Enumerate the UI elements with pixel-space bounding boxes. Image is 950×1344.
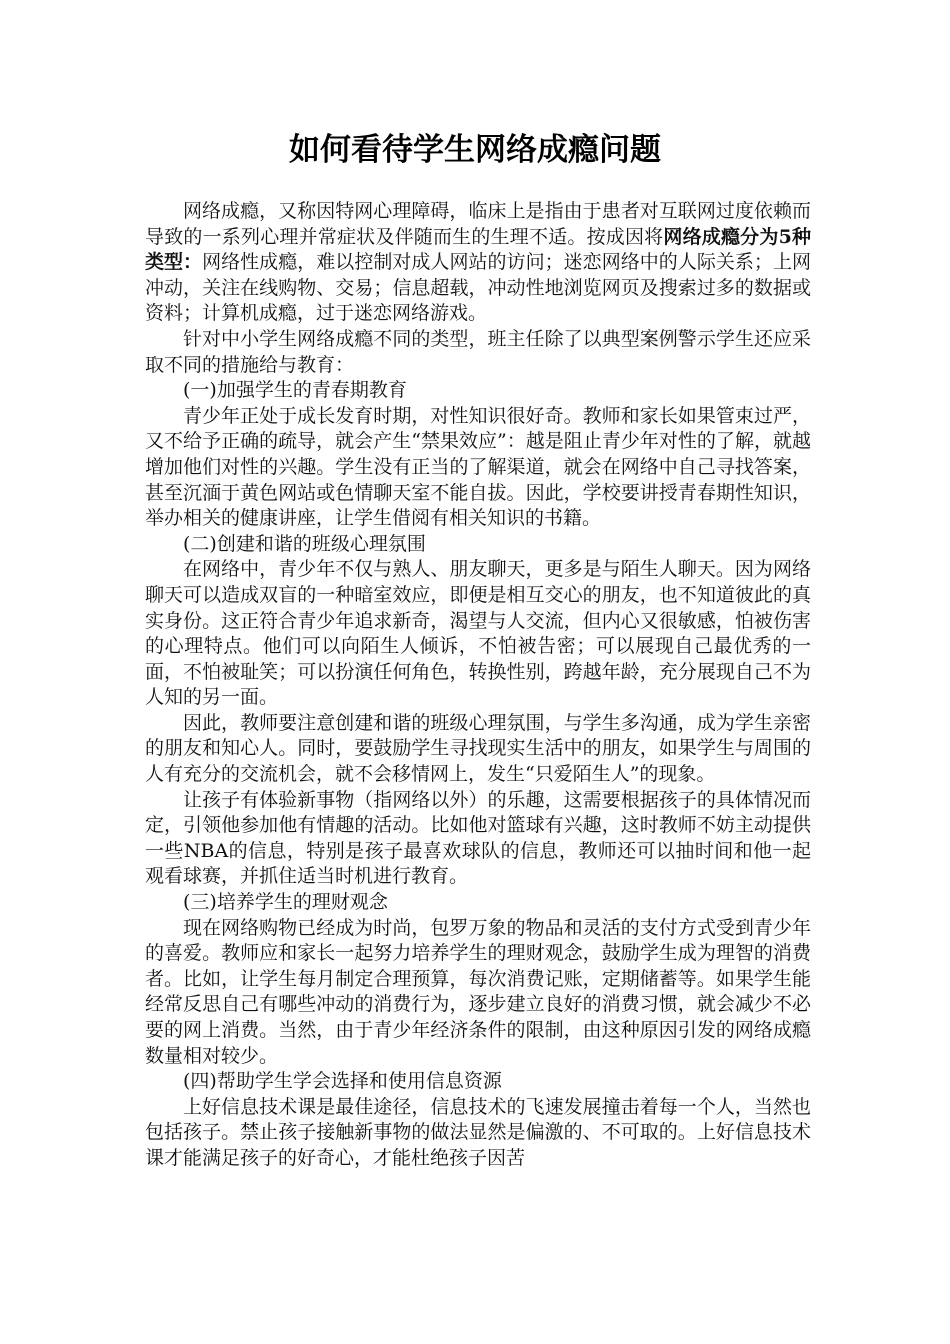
paragraph-intro [145, 199, 811, 327]
intro-text-end: 网络性成瘾，难以控制对成人网站的访问；迷恋网络中的人际关系；上网冲动，关注在线购物、交易；信息超载，冲动性地浏览网页及搜索过多的数据或资料；计算机成瘾，过于迷恋网络游戏。 [145, 251, 811, 325]
section-heading-1: (一)加强学生的青春期教育 [183, 379, 407, 402]
section-heading-2: (二)创建和谐的班级心理氛围 [183, 532, 426, 555]
intro-bold-text: 网络成瘾分为5种类型： [145, 225, 811, 274]
document-title: 如何看待学生网络成瘾问题 [289, 132, 661, 168]
intro-text-start: 网络成瘾，又称因特网心理障碍，临床上是指由于患者对互联网过度依赖而导致的一系列心理并常症状及伴随而生的生理不适。按成因将 [145, 200, 811, 248]
paragraph-class-climate: 因此，教师要注意创建和谐的班级心理氛围，与学生多沟通，成为学生亲密的朋友和知心人。同时，要鼓励学生寻找现实生活中的朋友，如果学生与周围的人有充分的交流机会，就不会移情网上，发生“只爱陌生人”的现象。 [145, 711, 811, 786]
paragraph-measures-intro: 针对中小学生网络成瘾不同的类型，班主任除了以典型案例警示学生还应采取不同的措施给与教育： [145, 327, 811, 376]
document-body [145, 199, 811, 1172]
section-heading-4: (四)帮助学生学会选择和使用信息资源 [183, 1070, 502, 1093]
paragraph-new-experiences: 让孩子有体验新事物（指网络以外）的乐趣，这需要根据孩子的具体情况而定，引领他参加他有情趣的活动。比如他对篮球有兴趣，这时教师不妨主动提供一些NBA的信息，特别是孩子最喜欢球队的信息，教师还可以抽时间和他一起观看球赛，并抓住适当时机进行教育。 [145, 788, 811, 888]
paragraph-puberty-education: 青少年正处于成长发育时期，对性知识很好奇。教师和家长如果管束过严，又不给予正确的疏导，就会产生“禁果效应”：越是阻止青少年对性的了解，就越增加他们对性的兴趣。学生没有正当的了解渠道，就会在网络中自己寻找答案，甚至沉湎于黄色网站或色情聊天室不能自拔。因此，学校要讲授青春期性知识，举办相关的健康讲座，让学生借阅有相关知识的书籍。 [145, 404, 811, 530]
paragraph-it-class: 上好信息技术课是最佳途径，信息技术的飞速发展撞击着每一个人，当然也包括孩子。禁止孩子接触新事物的做法显然是偏激的、不可取的。上好信息技术课才能满足孩子的好奇心，才能杜绝孩子因苦 [145, 1095, 811, 1169]
paragraph-online-chat: 在网络中，青少年不仅与熟人、朋友聊天，更多是与陌生人聊天。因为网络聊天可以造成双盲的一种暗室效应，即便是相互交心的朋友，也不知道彼此的真实身份。这正符合青少年追求新奇，渴望与人交流，但内心又很敏感，怕被伤害的心理特点。他们可以向陌生人倾诉，不怕被告密；可以展现自己最优秀的一面，不怕被耻笑；可以扮演任何角色，转换性别，跨越年龄，充分展现自己不为人知的另一面。 [145, 558, 811, 709]
paragraph-financial-awareness: 现在网络购物已经成为时尚，包罗万象的物品和灵活的支付方式受到青少年的喜爱。教师应和家长一起努力培养学生的理财观念，鼓励学生成为理智的消费者。比如，让学生每月制定合理预算，每次消费记账，定期储蓄等。如果学生能经常反思自己有哪些冲动的消费行为，逐步建立良好的消费习惯，就会减少不必要的网上消费。当然，由于青少年经济条件的限制，由这种原因引发的网络成瘾数量相对较少。 [145, 916, 811, 1067]
section-heading-3: (三)培养学生的理财观念 [183, 891, 388, 914]
